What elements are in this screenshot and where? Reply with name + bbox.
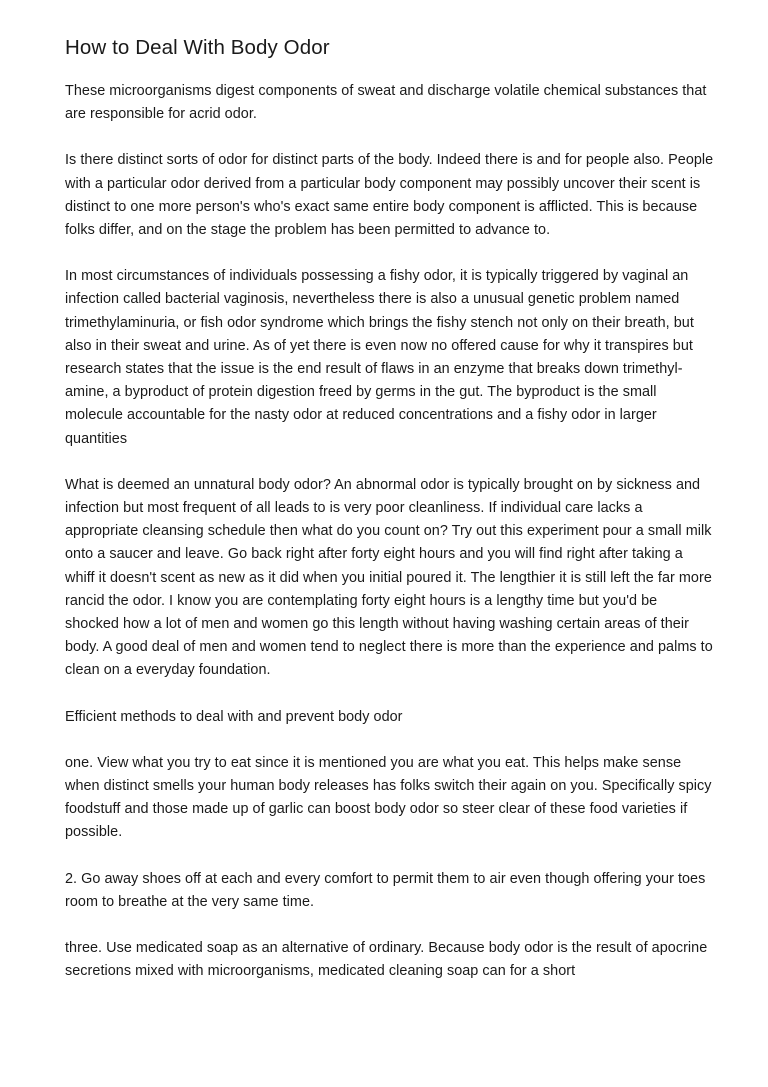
paragraph-fishy-odor: In most circumstances of individuals possessing a fishy odor, it is typically triggered by vaginal an infection called bacterial vaginosis, nevertheless there is also a unusual genetic problem named trimethylaminuria, or fish odor syndrome which brings the fishy stench not only on their breath, but also in their sweat and urine. As of yet there is even now no offered cause for why it transpires but research states that the issue is the end result of flaws in an enzyme that breaks down trimethyl-amine, a byproduct of protein digestion freed by germs in the gut. The byproduct is the small molecule accountable for the nasty odor at reduced concentrations and a fishy odor in larger quantities [65, 268, 694, 447]
section-heading-methods: Efficient methods to deal with and prevent body odor [65, 708, 403, 725]
list-item-shoes: 2. Go away shoes off at each and every comfort to permit them to air even though offering your toes room to breathe at the very same time. [65, 870, 706, 910]
list-item-diet: one. View what you try to eat since it is mentioned you are what you eat. This helps make sense when distinct smells your human body releases has folks switch their again on you. Specifically spicy foodstuff and those made up of garlic can boost body odor so steer clear of these food varieties if possible. [65, 754, 712, 841]
paragraph-unnatural-odor: What is deemed an unnatural body odor? An abnormal odor is typically brought on by sickness and infection but most frequent of all leads to is very poor cleanliness. If individual care lacks a appropriate cleansing schedule then what do you count on? Try out this experiment pour a small milk onto a saucer and leave. Go back right after forty eight hours and you will find right after taking a whiff it doesn't scent as new as it did when you initial poured it. The lengthier it is still left the far more rancid the odor. I know you are contemplating forty eight hours is a lengthy time but you'd be shocked how a lot of men and women go this length without having washing certain areas of their body. A good deal of men and women tend to neglect there is more than the experience and palms to clean on a everyday foundation. [65, 476, 713, 679]
document-page [65, 34, 715, 1007]
page-title: How to Deal With Body Odor [65, 36, 330, 59]
paragraph-intro: These microorganisms digest components of sweat and discharge volatile chemical substances that are responsible for acrid odor. [65, 83, 707, 123]
list-item-soap: three. Use medicated soap as an alternative of ordinary. Because body odor is the result of apocrine secretions mixed with microorganisms, medicated cleaning soap can for a short [65, 940, 708, 980]
paragraph-odor-types: Is there distinct sorts of odor for distinct parts of the body. Indeed there is and for people also. People with a particular odor derived from a particular body component may possibly uncover their scent is distinct to one more person's who's exact same entire body component is afflicted. This is because folks differ, and on the stage the problem has been permitted to advance to. [65, 152, 714, 239]
